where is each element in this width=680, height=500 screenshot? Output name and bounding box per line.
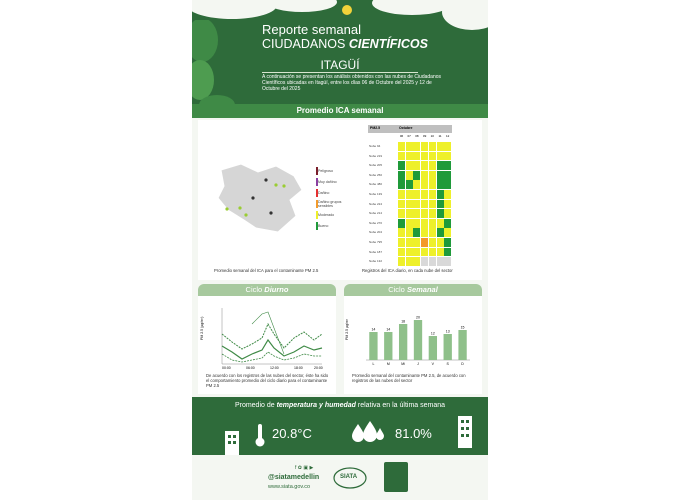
ica-cell <box>421 219 428 228</box>
semanal-bar-chart <box>352 304 476 372</box>
table-caption: Registros del ICA diario, en cada nube del sector <box>362 268 453 273</box>
ica-cell <box>413 209 420 218</box>
ica-cell <box>437 228 444 237</box>
ica-cell <box>406 238 413 247</box>
ica-cell <box>429 200 436 209</box>
bar-value-label: 12 <box>430 331 435 336</box>
ica-cell <box>437 171 444 180</box>
ica-cell <box>444 180 451 189</box>
ica-cell <box>406 142 413 151</box>
x-tick: 12:00 <box>270 366 279 370</box>
ica-cell <box>421 180 428 189</box>
ica-cell <box>437 200 444 209</box>
ica-cell <box>406 248 413 257</box>
category-label: L <box>372 362 375 366</box>
diurno-ylabel: PM 2.5 (µg/m³) <box>200 316 204 340</box>
ica-cell <box>413 200 420 209</box>
ica-cell <box>444 152 451 161</box>
nube-label: Nube 132 <box>369 259 383 264</box>
ica-cell <box>421 248 428 257</box>
ica-cell <box>444 161 451 170</box>
ica-cell <box>406 257 413 266</box>
ica-cell <box>406 180 413 189</box>
category-label: Mi <box>401 362 405 366</box>
ica-cell <box>444 142 451 151</box>
ica-cell <box>429 152 436 161</box>
bar-value-label: 20 <box>416 315 420 320</box>
bar <box>458 330 466 360</box>
semanal-caption: Promedio semanal del contaminante PM 2.5, de acuerdo con registros de las nubes del sector <box>352 373 466 383</box>
thermometer-icon <box>252 422 268 448</box>
diurno-caption: De acuerdo con los registros de las nubes del sector, éste ha sido el comportamiento promedio del ciclo diario para el contaminante PM 2.5 <box>206 373 329 388</box>
nube-label: Nube 214 <box>369 211 383 216</box>
itagui-map <box>206 158 316 238</box>
ica-cell <box>429 228 436 237</box>
report-title: Reporte semanal <box>262 22 361 37</box>
ica-cell <box>398 142 405 151</box>
nube-column <box>369 142 397 267</box>
days-row <box>398 134 452 140</box>
ica-cell <box>429 142 436 151</box>
ica-cell <box>444 238 451 247</box>
ica-cell <box>413 238 420 247</box>
ica-cell <box>437 257 444 266</box>
ica-cell <box>437 161 444 170</box>
ica-cell <box>429 180 436 189</box>
bar <box>444 334 452 360</box>
category-label: J <box>417 362 419 366</box>
ica-cell <box>421 152 428 161</box>
ica-cell <box>413 257 420 266</box>
category-label: D <box>461 362 464 366</box>
website: www.siata.gov.co <box>268 484 311 490</box>
ica-cell <box>429 209 436 218</box>
report-description: A continuación se presentan los análisis obtenidos con las nubes de Ciudadanos Científicos ubicadas en Itagüí, entre los días 06 de Octubre del 2025 y 12 de Octubre del 2025 <box>262 74 442 92</box>
ica-cell <box>406 209 413 218</box>
table-header-month: Octubre <box>399 126 413 130</box>
ica-cell <box>398 161 405 170</box>
ica-cell <box>413 228 420 237</box>
ica-cell <box>429 257 436 266</box>
diurno-chart <box>210 304 326 372</box>
day-header: 07 <box>407 134 411 138</box>
ica-cell <box>444 219 451 228</box>
ica-cell <box>406 171 413 180</box>
day-header: 11 <box>438 134 442 138</box>
city-name: ITAGÜÍ <box>320 58 360 72</box>
ica-cell <box>413 171 420 180</box>
nube-label: Nube 270 <box>369 220 383 225</box>
ica-cell <box>413 219 420 228</box>
nube-label: Nube 204 <box>369 230 383 235</box>
ica-cell <box>406 228 413 237</box>
category-label: S <box>446 362 449 366</box>
ica-cell <box>444 190 451 199</box>
bar-value-label: 13 <box>445 329 450 334</box>
ica-cell <box>413 190 420 199</box>
nube-label: Nube 205 <box>369 163 383 168</box>
bar <box>399 324 407 360</box>
nube-label: Nube 250 <box>369 172 383 177</box>
legend-label: Dañino grupos sensibles <box>318 200 342 208</box>
bar <box>384 332 392 360</box>
ica-cell <box>421 161 428 170</box>
ica-cell <box>429 190 436 199</box>
ica-cell <box>421 200 428 209</box>
nube-label: Nube 795 <box>369 240 383 244</box>
day-header: 12 <box>446 134 450 138</box>
ica-cell <box>421 190 428 199</box>
ica-cell <box>429 238 436 247</box>
legend-label: Bueno <box>318 224 329 228</box>
semanal-ylabel: PM 2.5 µg/m³ <box>345 318 349 340</box>
ica-cell <box>398 248 405 257</box>
ica-cell <box>429 161 436 170</box>
legend-label: Moderado <box>318 213 335 217</box>
day-header: 10 <box>430 134 434 138</box>
category-label: V <box>431 362 435 366</box>
x-tick: 06:00 <box>246 366 255 370</box>
temperature-value: 20.8°C <box>272 426 312 441</box>
bar-value-label: 14 <box>371 327 376 332</box>
ica-cell <box>429 248 436 257</box>
ica-cell <box>444 209 451 218</box>
ica-cell <box>421 171 428 180</box>
ica-cell <box>429 171 436 180</box>
ica-cell <box>406 190 413 199</box>
ica-cell <box>398 219 405 228</box>
ica-cell <box>437 219 444 228</box>
diurno-xaxis <box>222 366 326 372</box>
diurno-title: Ciclo Diurno <box>198 284 336 296</box>
area-metropolitana-logo <box>384 462 408 492</box>
table-header-pollutant: PM2.5 <box>370 126 381 130</box>
ica-cell <box>406 161 413 170</box>
ica-cell <box>406 219 413 228</box>
ica-cell <box>398 257 405 266</box>
ica-cell <box>421 142 428 151</box>
ica-cell <box>398 238 405 247</box>
ica-cell <box>437 142 444 151</box>
ica-cell <box>421 238 428 247</box>
nube-label: Nube 139 <box>369 192 383 196</box>
ica-cell <box>398 200 405 209</box>
ica-cell <box>398 171 405 180</box>
legend-label: Dañino <box>318 191 330 195</box>
nube-label: Nube 480 <box>369 182 383 187</box>
day-header: 08 <box>415 134 419 138</box>
nube-label: Nube 224 <box>369 201 383 206</box>
nube-label: Nube 94 <box>369 144 381 148</box>
building-icon <box>222 428 242 455</box>
ica-cell <box>437 152 444 161</box>
ica-cell <box>398 228 405 237</box>
bar <box>414 320 422 360</box>
ica-cell <box>398 180 405 189</box>
ica-cell <box>437 190 444 199</box>
day-header: 09 <box>422 134 427 138</box>
ica-cell <box>398 152 405 161</box>
ica-cell <box>421 228 428 237</box>
ica-cell <box>437 209 444 218</box>
ica-cell <box>429 219 436 228</box>
bar <box>369 332 377 360</box>
ica-cell <box>398 190 405 199</box>
ica-cell <box>437 248 444 257</box>
x-tick: 00:00 <box>222 366 231 370</box>
header-banner <box>192 0 488 118</box>
siata-logo-text: SIATA <box>340 474 358 480</box>
bar <box>429 336 437 360</box>
ica-cell <box>413 180 420 189</box>
nube-label: Nube 219 <box>369 153 383 158</box>
ica-cell-grid <box>398 142 452 267</box>
day-header: 06 <box>399 134 404 138</box>
weather-title: Promedio de temperatura y humedad relativa en la última semana <box>234 402 446 409</box>
bar-value-label: 15 <box>460 325 465 330</box>
ica-table <box>368 125 452 267</box>
ica-cell <box>437 238 444 247</box>
social-icons: f ✿ ▣ ▶ <box>295 465 314 471</box>
legend-label: Peligroso <box>318 169 333 173</box>
ica-cell <box>444 257 451 266</box>
ica-cell <box>444 248 451 257</box>
social-handle: @siatamedellin <box>268 474 320 481</box>
ica-cell <box>413 248 420 257</box>
ica-cell <box>444 171 451 180</box>
bar-value-label: 18 <box>401 319 406 324</box>
ica-cell <box>398 209 405 218</box>
report-subtitle: CIUDADANOS CIENTÍFICOS <box>262 37 428 51</box>
bar-value-label: 14 <box>386 327 391 332</box>
ica-cell <box>413 152 420 161</box>
ica-cell <box>444 200 451 209</box>
map-caption: Promedio semanal del ICA para el contaminante PM 2.5 <box>214 268 319 273</box>
report-poster <box>192 0 488 500</box>
ica-cell <box>421 257 428 266</box>
ica-cell <box>444 228 451 237</box>
ica-section-title: Promedio ICA semanal <box>192 104 488 118</box>
category-label: M <box>386 362 390 366</box>
humidity-drops-icon <box>350 420 386 444</box>
ica-cell <box>421 209 428 218</box>
x-tick: 18:00 <box>294 366 303 370</box>
ica-cell <box>413 161 420 170</box>
tower-building-icon <box>456 414 474 448</box>
ica-cell <box>413 142 420 151</box>
ica-cell <box>406 152 413 161</box>
x-tick: 20:00 <box>314 366 323 370</box>
semanal-title: Ciclo Semanal <box>344 284 482 296</box>
humidity-value: 81.0% <box>395 426 432 441</box>
legend-label: Muy dañino <box>318 180 337 184</box>
ica-cell <box>437 180 444 189</box>
divider <box>262 72 418 73</box>
ica-cell <box>406 200 413 209</box>
nube-label: Nube 187 <box>369 249 383 254</box>
